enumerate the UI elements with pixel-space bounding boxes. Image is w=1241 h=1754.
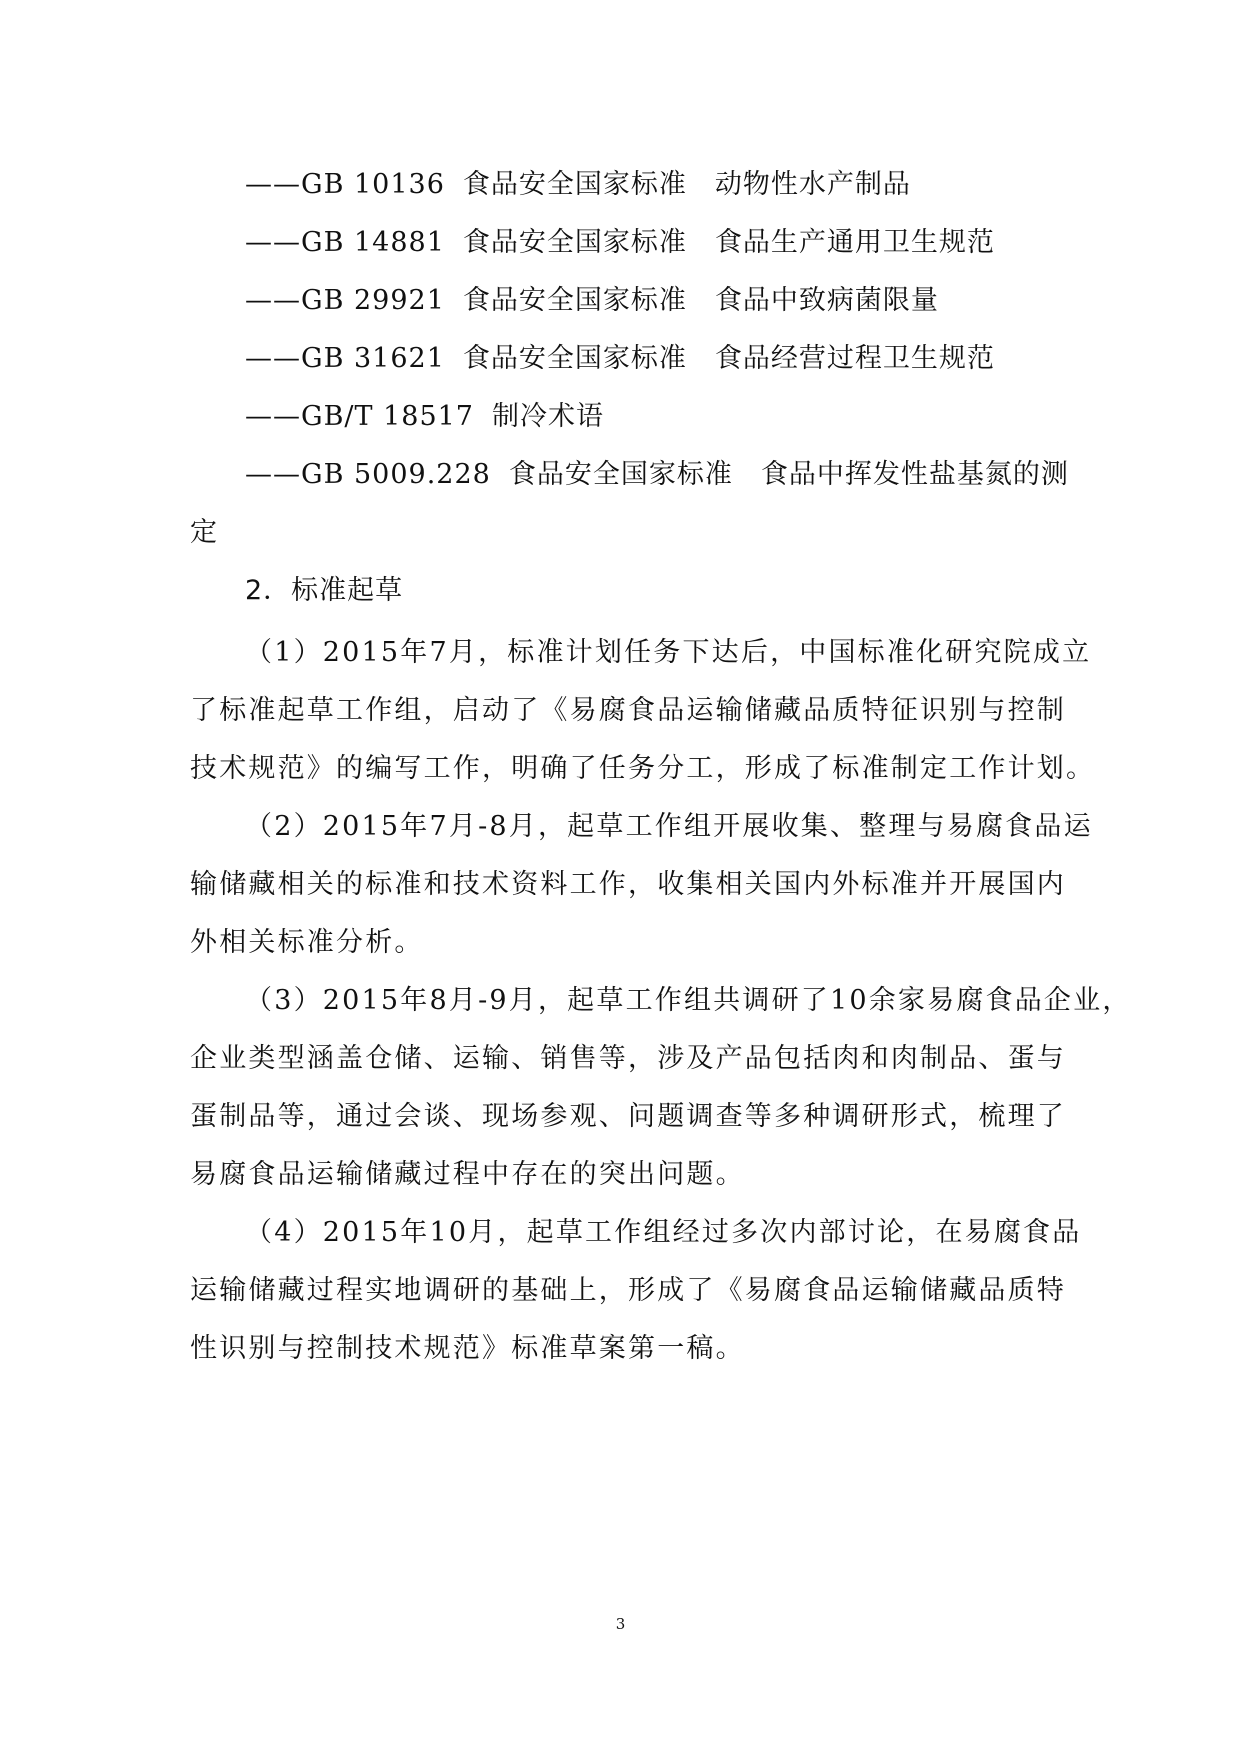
reference-code: ——GB 10136 [245,169,445,200]
reference-code: ——GB/T 18517 [245,401,474,432]
reference-org: 食品安全国家标准 [508,459,733,490]
reference-org: 食品安全国家标准 [462,285,687,316]
reference-title: 制冷术语 [492,401,604,432]
reference-item [245,162,911,201]
reference-item [245,452,1069,491]
reference-title: 食品中挥发性盐基氮的测 [760,459,1069,490]
paragraph-line: （1）2015年7月，标准计划任务下达后，中国标准化研究院成立 [245,637,1092,668]
reference-org: 食品安全国家标准 [462,169,687,200]
paragraph-line: 企业类型涵盖仓储、运输、销售等，涉及产品包括肉和肉制品、蛋与 [190,1043,1066,1074]
reference-org: 食品安全国家标准 [462,227,687,258]
paragraph-line: 了标准起草工作组，启动了《易腐食品运输储藏品质特征识别与控制 [190,695,1066,726]
reference-title: 食品中致病菌限量 [714,285,939,316]
paragraph-line: 输储藏相关的标准和技术资料工作，收集相关国内外标准并开展国内 [190,869,1066,900]
paragraph-line: （2）2015年7月-8月，起草工作组开展收集、整理与易腐食品运 [245,811,1093,842]
paragraph-line: 易腐食品运输储藏过程中存在的突出问题。 [190,1159,745,1190]
reference-title: 食品经营过程卫生规范 [714,343,995,374]
reference-org: 食品安全国家标准 [462,343,687,374]
paragraph-line: 技术规范》的编写工作，明确了任务分工，形成了标准制定工作计划。 [190,753,1096,784]
reference-item [245,336,995,375]
section-heading: 2．标准起草 [245,575,404,606]
reference-item [245,220,995,259]
reference-code: ——GB 14881 [245,227,445,258]
paragraph-line: 蛋制品等，通过会谈、现场参观、问题调查等多种调研形式，梳理了 [190,1101,1066,1132]
paragraph-line: 外相关标准分析。 [190,927,424,958]
reference-code: ——GB 31621 [245,343,445,374]
page-number: 3 [615,1615,626,1633]
reference-item [245,394,604,433]
paragraph-line: 性识别与控制技术规范》标准草案第一稿。 [190,1333,745,1364]
reference-code: ——GB 5009.228 [245,459,491,490]
paragraph-line: （4）2015年10月，起草工作组经过多次内部讨论，在易腐食品 [245,1217,1082,1248]
reference-title: 动物性水产制品 [714,169,911,200]
paragraph-line: （3）2015年8月-9月，起草工作组共调研了10余家易腐食品企业， [245,985,1132,1016]
reference-code: ——GB 29921 [245,285,445,316]
reference-title: 食品生产通用卫生规范 [714,227,995,258]
reference-wrap-text: 定 [190,517,220,548]
paragraph-line: 运输储藏过程实地调研的基础上，形成了《易腐食品运输储藏品质特 [190,1275,1066,1306]
reference-item [245,278,939,317]
